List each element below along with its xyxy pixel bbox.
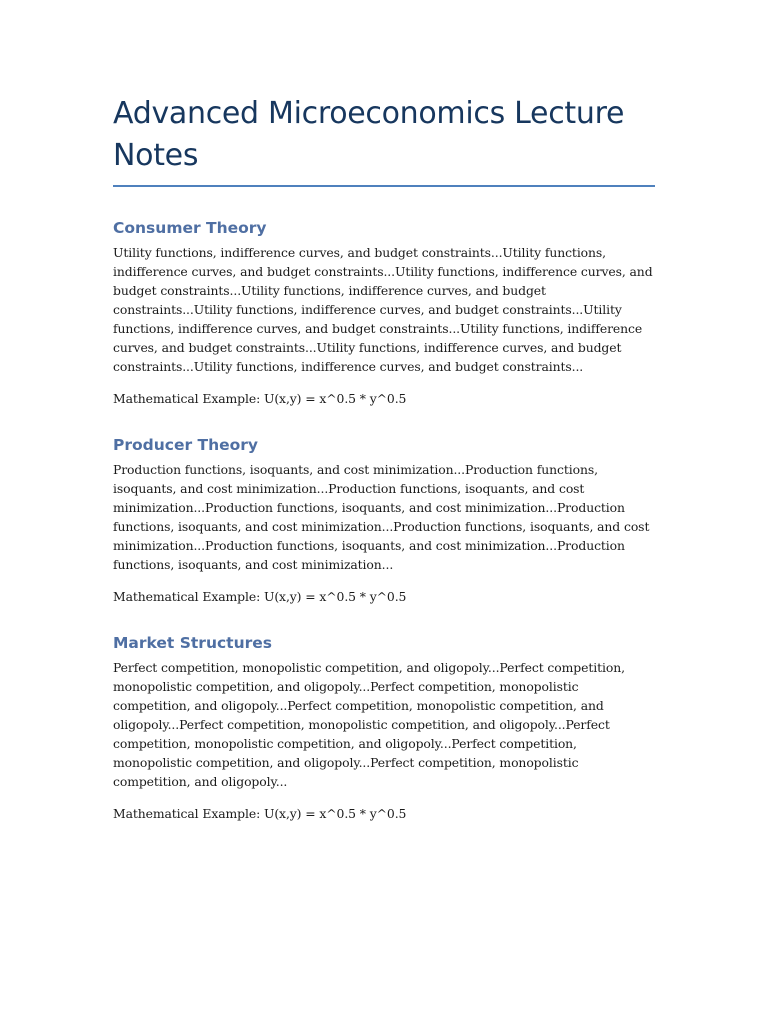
section-consumer-theory (113, 218, 655, 408)
section-heading: Consumer Theory (113, 219, 267, 237)
section-body: Perfect competition, monopolistic competition, and oligopoly...Perfect competition, monopolistic competition, and oligopoly...Perfect competition, monopolistic competition, and oligopoly...Perfect competition, monopolistic competition, and oligopoly...Perfect competition, monopolistic competition, and oligopoly...Perfect competition, monopolistic competition, and oligopoly...Perfect competition, monopolistic competition, and oligopoly...Perfect competition, monopolistic competition, and oligopoly... (113, 660, 625, 789)
section-body: Production functions, isoquants, and cost minimization...Production functions, isoquants, and cost minimization...Production functions, isoquants, and cost minimization...Production functions, isoquants, and cost minimization...Production functions, isoquants, and cost minimization...Production functions, isoquants, and cost minimization...Production functions, isoquants, and cost minimization...Production functions, isoquants, and cost minimization... (113, 462, 650, 572)
section-heading: Producer Theory (113, 436, 259, 454)
section-example: Mathematical Example: U(x,y) = x^0.5 * y^0.5 (113, 589, 407, 604)
section-example: Mathematical Example: U(x,y) = x^0.5 * y^0.5 (113, 391, 407, 406)
section-heading: Market Structures (113, 634, 273, 652)
title-underline (113, 185, 655, 187)
document-page (113, 93, 655, 823)
document-title: Advanced Microeconomics Lecture Notes (113, 96, 625, 173)
section-producer-theory (113, 435, 655, 606)
section-example: Mathematical Example: U(x,y) = x^0.5 * y^0.5 (113, 806, 407, 821)
section-body: Utility functions, indifference curves, and budget constraints...Utility functions, indifference curves, and budget constraints...Utility functions, indifference curves, and budget constraints...Utility functions, indifference curves, and budget constraints...Utility functions, indifference curves, and budget constraints...Utility functions, indifference curves, and budget constraints...Utility functions, indifference curves, and budget constraints...Utility functions, indifference curves, and budget constraints...Utility functions, indifference curves, and budget constraints... (113, 245, 653, 374)
section-market-structures (113, 633, 655, 823)
